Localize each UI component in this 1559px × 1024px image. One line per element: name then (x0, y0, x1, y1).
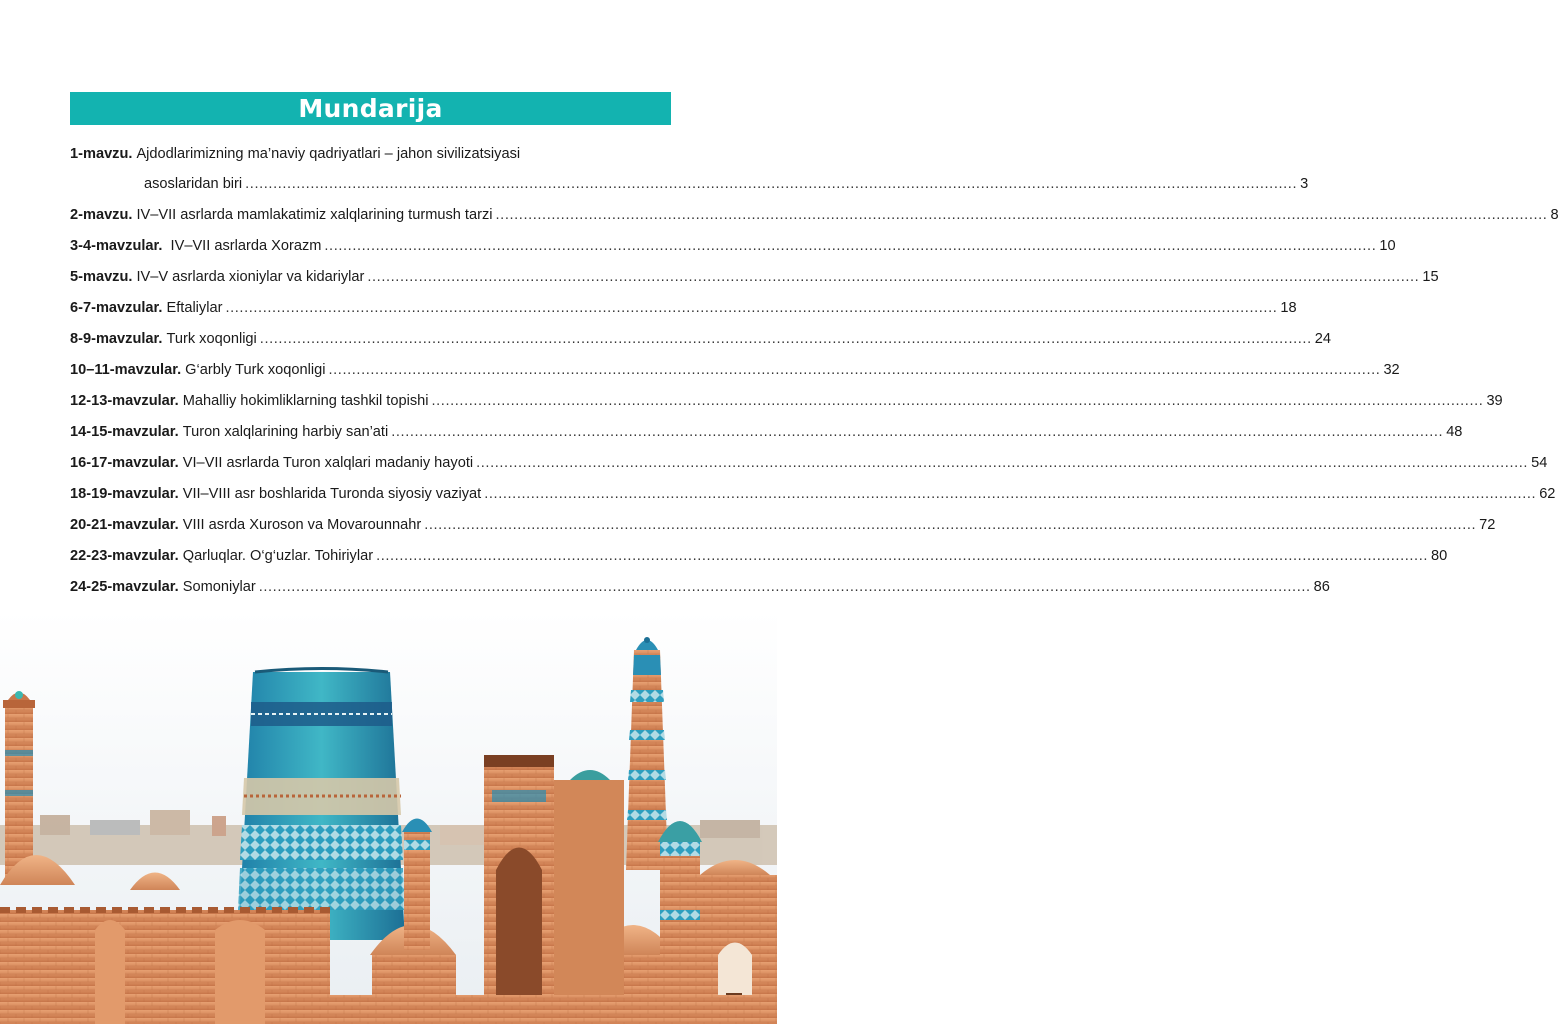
toc-page-number: 80 (1431, 548, 1448, 564)
toc-entry[interactable] (70, 541, 1448, 572)
leader-dots (424, 510, 1476, 541)
toc-entry-label: 24-25-mavzular. (70, 579, 179, 595)
toc-entry-label: 8-9-mavzular. (70, 331, 163, 347)
blue-dome-tower (402, 819, 432, 951)
toc-entry-label: 1-mavzu. (70, 146, 133, 162)
header-bar (70, 92, 671, 125)
toc-page-number: 32 (1383, 362, 1400, 378)
toc-entry-title: Somoniylar (182, 579, 256, 595)
toc-entry[interactable] (70, 479, 1556, 510)
toc-entry[interactable] (70, 572, 1330, 603)
toc-entry-title-continued: asoslaridan biri (144, 176, 243, 192)
toc-entry-title: Eftaliylar (166, 300, 223, 316)
leader-dots (391, 417, 1443, 448)
leader-dots (260, 324, 1312, 355)
toc-entry[interactable] (70, 293, 1297, 324)
leader-dots (328, 355, 1380, 386)
toc-entry-label: 16-17-mavzular. (70, 455, 179, 471)
toc-entry-label: 14-15-mavzular. (70, 424, 179, 440)
toc-entry-title: G‘arbly Turk xoqonligi (185, 362, 326, 378)
toc-entry-title: VIII asrda Xuroson va Movarounnahr (182, 517, 422, 533)
toc-entry-title: VI–VII asrlarda Turon xalqlari madaniy hayoti (182, 455, 474, 471)
toc-entry-title: Mahalliy hokimliklarning tashkil topishi (182, 393, 429, 409)
architecture-illustration (0, 610, 777, 1024)
leader-dots (484, 479, 1536, 510)
toc-entry-title: VII–VIII asr boshlarida Turonda siyosiy vaziyat (182, 486, 482, 502)
page-title: Mundarija (298, 94, 443, 123)
toc-entry[interactable] (70, 417, 1463, 448)
toc-entry-label: 22-23-mavzular. (70, 548, 179, 564)
toc-entry[interactable] (70, 355, 1400, 386)
toc-entry-label: 12-13-mavzular. (70, 393, 179, 409)
leader-dots (324, 231, 1376, 262)
leader-dots (259, 572, 1311, 603)
toc-entry[interactable] (70, 324, 1331, 355)
table-of-contents (70, 139, 1559, 603)
foreground-wall (330, 995, 777, 1024)
toc-entry[interactable] (70, 262, 1439, 293)
toc-entry-label: 3-4-mavzular. (70, 238, 163, 254)
toc-entry-title: IV–VII asrlarda mamlakatimiz xalqlarining turmush tarzi (136, 207, 493, 223)
toc-entry-title: IV–VII asrlarda Xorazm (166, 238, 322, 254)
toc-page-number: 72 (1479, 517, 1496, 533)
toc-page-number: 39 (1486, 393, 1503, 409)
leader-dots (367, 262, 1419, 293)
toc-entry-title: IV–V asrlarda xioniylar va kidariylar (136, 269, 365, 285)
blue-minaret (238, 669, 405, 941)
toc-entry[interactable] (70, 448, 1548, 479)
toc-page-number: 3 (1300, 176, 1309, 192)
toc-entry-label: 20-21-mavzular. (70, 517, 179, 533)
madrasa-portal (484, 755, 624, 1024)
toc-entry[interactable] (70, 139, 668, 169)
toc-entry-title: Ajdodlarimizning ma’naviy qadriyatlari – jahon sivilizatsiyasi (136, 146, 521, 162)
toc-entry[interactable] (70, 200, 1559, 231)
leader-dots (245, 169, 1297, 200)
leader-dots (376, 541, 1428, 572)
teal-dome-tower (658, 821, 702, 1024)
toc-entry[interactable] (70, 510, 1496, 541)
toc-page-number: 8 (1550, 207, 1559, 223)
toc-page-number: 48 (1446, 424, 1463, 440)
toc-entry-title: Qarluqlar. O‘g‘uzlar. Tohiriylar (182, 548, 374, 564)
toc-entry-label: 18-19-mavzular. (70, 486, 179, 502)
toc-page-number: 18 (1280, 300, 1297, 316)
toc-entry-title: Turon xalqlarining harbiy san’ati (182, 424, 389, 440)
toc-entry-label: 2-mavzu. (70, 207, 133, 223)
toc-page-number: 15 (1422, 269, 1439, 285)
toc-page-number: 24 (1314, 331, 1331, 347)
toc-entry-label: 5-mavzu. (70, 269, 133, 285)
toc-entry[interactable] (70, 386, 1503, 417)
fortress-wall (0, 910, 330, 1024)
leader-dots (496, 200, 1548, 231)
toc-page-number: 62 (1539, 486, 1556, 502)
toc-entry-label: 6-7-mavzular. (70, 300, 163, 316)
toc-entry[interactable] (70, 231, 1396, 262)
leader-dots (431, 386, 1483, 417)
toc-entry-title: Turk xoqonligi (166, 331, 257, 347)
toc-entry-continuation[interactable] (70, 169, 1309, 200)
leader-dots (225, 293, 1277, 324)
toc-page-number: 54 (1531, 455, 1548, 471)
toc-page-number: 10 (1379, 238, 1396, 254)
toc-page-number: 86 (1313, 579, 1330, 595)
city-skyline-image (0, 610, 777, 1024)
toc-entry-label: 10–11-mavzular. (70, 362, 182, 378)
leader-dots (476, 448, 1528, 479)
